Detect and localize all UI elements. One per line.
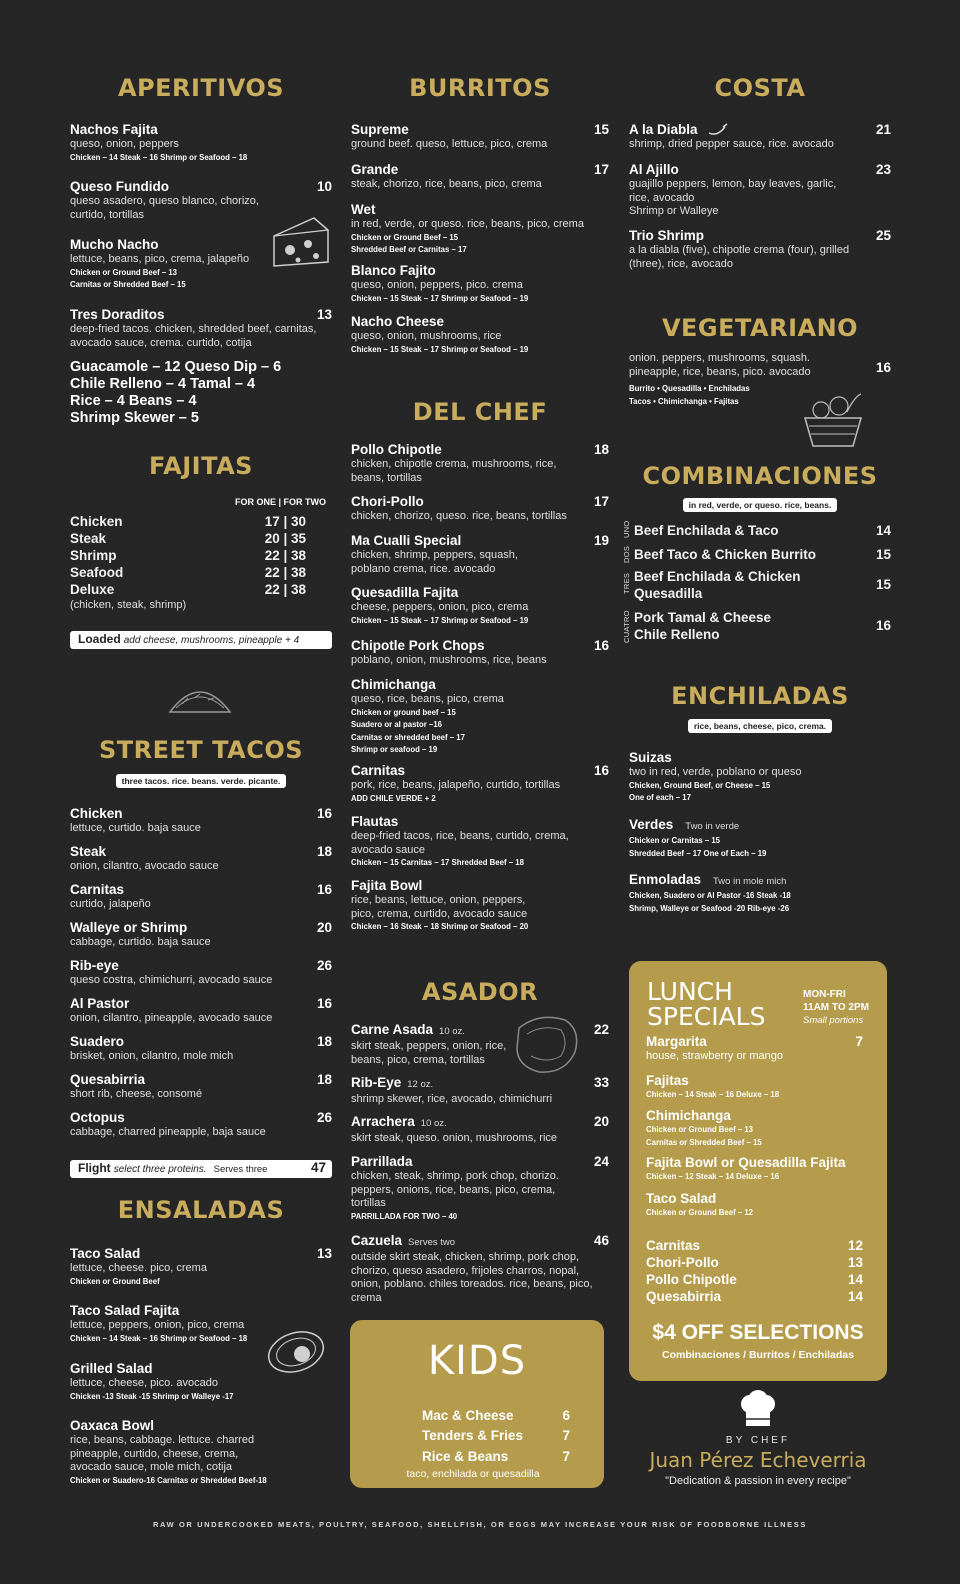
section-title-burritos: BURRITOS <box>409 74 551 102</box>
combo-item[interactable]: Pork Tamal & Cheese Chile Relleno 16 <box>634 610 891 642</box>
kids-item[interactable]: Tenders & Fries 7 <box>422 1428 570 1443</box>
lunch-item[interactable]: Carnitas 12 <box>646 1238 863 1253</box>
menu-item[interactable]: Mucho Nacho lettuce, beans, pico, crema, jalapeño Chicken or Ground Beef – 13 Carnitas or Shredded Beef – 15 <box>70 237 250 289</box>
menu-item[interactable]: A la Diabla 21 shrimp, dried pepper sauce, rice. avocado <box>629 122 891 150</box>
lunch-offer-categories: Combinaciones / Burritos / Enchiladas <box>662 1349 854 1361</box>
kids-item[interactable]: Mac & Cheese 6 <box>422 1408 570 1423</box>
kids-note: taco, enchilada or quesadilla <box>406 1468 540 1480</box>
lunch-item[interactable]: Margarita 7 house, strawberry or mango <box>646 1034 863 1062</box>
combo-label-dos: DOS <box>622 545 631 563</box>
flight-option-box[interactable]: Flight select three proteins. Serves three 47 <box>70 1160 332 1178</box>
section-title-ensaladas: ENSALADAS <box>117 1196 285 1224</box>
section-title-enchiladas: ENCHILADAS <box>671 682 849 710</box>
loaded-option-box[interactable]: Loaded add cheese, mushrooms, pineapple + 4 <box>70 631 332 649</box>
lunch-item[interactable]: Fajitas Chicken – 14 Steak – 16 Deluxe – 18 <box>646 1073 780 1099</box>
menu-item[interactable]: Supreme 15 ground beef. queso, lettuce, pico, crema <box>351 122 609 150</box>
lunch-item[interactable]: Quesabirria 14 <box>646 1289 863 1304</box>
menu-item[interactable]: Cazuela Serves two 46 outside skirt steak, chicken, shrimp, pork chop, chorizo, queso asadero, frijoles charros, nopal, onion, poblano. chiles toreados. rice, beans, pico, crema <box>351 1233 609 1304</box>
menu-item[interactable]: Steak 18 onion, cilantro, avocado sauce <box>70 844 332 872</box>
menu-item[interactable]: Fajita Bowl rice, beans, lettuce, onion, peppers, pico, crema, curtido, avocado sauce Chicken – 16 Steak – 18 Shrimp or Seafood – 20 <box>351 878 529 931</box>
menu-item[interactable]: Taco Salad 13 lettuce, cheese. pico, crema Chicken or Ground Beef <box>70 1246 332 1286</box>
kids-menu-panel <box>350 1320 604 1488</box>
lunch-hours: MON-FRI 11AM TO 2PM <box>803 989 869 1013</box>
menu-item[interactable]: Chicken 16 lettuce, curtido. baja sauce <box>70 806 332 834</box>
menu-item[interactable]: Chori-Pollo 17 chicken, chorizo, queso. rice, beans, tortillas <box>351 494 609 522</box>
chili-pepper-icon <box>707 123 729 137</box>
menu-item[interactable]: Quesabirria 18 short rib, cheese, consomé <box>70 1072 332 1100</box>
fajita-row[interactable]: Steak 20 | 35 <box>70 531 306 546</box>
menu-item[interactable]: Rib-Eye 12 oz. 33 shrimp skewer, rice, avocado, chimichurri <box>351 1075 609 1105</box>
combo-label-uno: UNO <box>622 520 631 538</box>
combo-item[interactable]: Beef Enchilada & Chicken Quesadilla 15 <box>634 569 891 601</box>
chef-hat-icon <box>738 1390 778 1428</box>
combo-label-tres: TRES <box>622 572 631 594</box>
section-title-del-chef: DEL CHEF <box>412 398 548 426</box>
kids-title: KIDS <box>427 1338 527 1384</box>
lunch-item[interactable]: Taco Salad Chicken or Ground Beef – 12 <box>646 1191 754 1217</box>
menu-item[interactable]: Enmoladas Two in mole mich Chicken, Suadero or Al Pastor -16 Steak -18 Shrimp, Walleye or Seafood -20 Rib-eye -26 <box>629 872 791 913</box>
lunch-offer: $4 OFF SELECTIONS <box>652 1321 864 1344</box>
sides-list: Guacamole – 12 Queso Dip – 6 Chile Relleno – 4 Tamal – 4 Rice – 4 Beans – 4 Shrimp Skewer – 5 <box>70 359 282 426</box>
vegetable-basket-icon <box>799 388 867 450</box>
lunch-item[interactable]: Pollo Chipotle 14 <box>646 1272 863 1287</box>
section-title-street-tacos: STREET TACOS <box>98 736 304 764</box>
fajita-row[interactable]: Shrimp 22 | 38 <box>70 548 306 563</box>
menu-item[interactable]: Taco Salad Fajita lettuce, peppers, onion, pico, crema Chicken – 14 Steak – 16 Shrimp or Seafood – 18 <box>70 1303 248 1343</box>
column-right <box>622 0 891 960</box>
section-title-combinaciones: COMBINACIONES <box>642 462 878 490</box>
menu-item[interactable]: Wet in red, verde, or queso. rice, beans, pico, crema Chicken or Ground Beef – 15 Shredded Beef or Carnitas – 17 <box>351 202 584 254</box>
menu-item[interactable]: Octopus 26 cabbage, charred pineapple, baja sauce <box>70 1110 332 1138</box>
menu-item[interactable]: Quesadilla Fajita cheese, peppers, onion, pico, crema Chicken – 15 Steak – 17 Shrimp or Seafood – 19 <box>351 585 529 625</box>
menu-item[interactable]: Al Pastor 16 onion, cilantro, pineapple, avocado sauce <box>70 996 332 1024</box>
menu-item[interactable]: Oaxaca Bowl rice, beans, cabbage. lettuce. charred pineapple, curtido, cheese, crema, avocado sauce, mole mich, cotija Chicken or Suadero-16 Carnitas or Shredded Beef-18 <box>70 1418 267 1485</box>
section-title-costa: COSTA <box>714 74 806 102</box>
fajitas-size-header: FOR ONE | FOR TWO <box>234 497 326 507</box>
column-middle <box>351 0 609 1500</box>
food-safety-warning: RAW OR UNDERCOOKED MEATS, POULTRY, SEAFOOD, SHELLFISH, OR EGGS MAY INCREASE YOUR RISK OF FOODBORNE ILLNESS <box>153 1520 807 1529</box>
section-title-fajitas: FAJITAS <box>149 452 253 480</box>
menu-item[interactable]: Pollo Chipotle 18 chicken, chipotle crema, mushrooms, rice, beans, tortillas <box>351 442 609 484</box>
menu-item[interactable]: Blanco Fajito queso, onion, peppers, pico. crema Chicken – 15 Steak – 17 Shrimp or Seafood – 19 <box>351 263 529 303</box>
menu-item[interactable]: Arrachera 10 oz. 20 skirt steak, queso. onion, mushrooms, rice <box>351 1114 609 1144</box>
fajita-row[interactable]: Seafood 22 | 38 <box>70 565 306 580</box>
menu-item[interactable]: Al Ajillo 23 guajillo peppers, lemon, bay leaves, garlic, rice, avocado Shrimp or Walleye <box>629 162 891 217</box>
lunch-item[interactable]: Chori-Pollo 13 <box>646 1255 863 1270</box>
menu-item[interactable]: Suizas two in red, verde, poblano or queso Chicken, Ground Beef, or Cheese – 15 One of each – 17 <box>629 750 802 802</box>
taco-icon <box>164 672 236 730</box>
combo-item[interactable]: Beef Taco & Chicken Burrito 15 <box>634 547 891 562</box>
menu-item[interactable]: Carne Asada 10 oz. 22 skirt steak, peppers, onion, rice, beans, pico, crema, tortillas <box>351 1022 609 1066</box>
menu-item[interactable]: Flautas deep-fried tacos, rice, beans, curtido, crema, avocado sauce Chicken – 15 Carnitas – 17 Shredded Beef – 18 <box>351 814 569 867</box>
menu-item[interactable]: Carnitas 16 curtido, jalapeño <box>70 882 332 910</box>
lunch-item[interactable]: Chimichanga Chicken or Ground Beef – 13 Carnitas or Shredded Beef – 15 <box>646 1108 762 1147</box>
menu-item[interactable]: Chimichanga queso, rice, beans, pico, crema Chicken or ground beef – 15 Suadero or al pastor –16 Carnitas or shredded beef – 17 Shrimp or seafood – 19 <box>351 677 504 754</box>
menu-item[interactable]: Walleye or Shrimp 20 cabbage, curtido. baja sauce <box>70 920 332 948</box>
fajita-row[interactable]: Chicken 17 | 30 <box>70 514 306 529</box>
menu-item[interactable]: Tres Doraditos 13 deep-fried tacos. chicken, shredded beef, carnitas, avocado sauce, crema. curtido, cotija <box>70 307 332 349</box>
section-title-vegetariano: VEGETARIANO <box>661 314 859 342</box>
by-chef-label: BY CHEF <box>725 1435 791 1446</box>
combinaciones-note: in red, verde, or queso. rice, beans. <box>683 498 838 512</box>
menu-item[interactable]: Grande 17 steak, chorizo, rice, beans, pico, crema <box>351 162 609 190</box>
lunch-item[interactable]: Fajita Bowl or Quesadilla Fajita Chicken – 12 Steak – 14 Deluxe – 16 <box>646 1155 846 1181</box>
menu-item[interactable]: Verdes Two in verde Chicken or Carnitas – 15 Shredded Beef – 17 One of Each – 19 <box>629 817 767 858</box>
menu-item[interactable]: Queso Fundido 10 queso asadero, queso blanco, chorizo, curtido, tortillas <box>70 179 332 221</box>
combo-item[interactable]: Beef Enchilada & Taco 14 <box>634 523 891 538</box>
lunch-specials-panel <box>629 961 887 1381</box>
section-title-aperitivos: APERITIVOS <box>117 74 285 102</box>
menu-item[interactable]: Suadero 18 brisket, onion, cilantro, mole mich <box>70 1034 332 1062</box>
menu-item[interactable]: Nacho Cheese queso, onion, mushrooms, rice Chicken – 15 Steak – 17 Shrimp or Seafood – 19 <box>351 314 529 354</box>
lunch-title: LUNCH SPECIALS <box>647 977 766 1031</box>
deluxe-note: (chicken, steak, shrimp) <box>70 599 187 611</box>
street-tacos-note: three tacos. rice. beans. verde. picante. <box>116 774 287 788</box>
chef-name: Juan Pérez Echeverria <box>649 1448 867 1472</box>
menu-item[interactable]: Rib-eye 26 queso costra, chimichurri, avocado sauce <box>70 958 332 986</box>
enchiladas-note: rice, beans, cheese, pico, crema. <box>688 719 832 733</box>
menu-item[interactable]: onion. peppers, mushrooms, squash. pineapple, rice, beans, pico. avocado 16 Burrito • Quesadilla • Enchiladas Tacos • Chimichanga • Fajitas <box>629 352 891 406</box>
lunch-portion-note: Small portions <box>803 1015 864 1026</box>
menu-item[interactable]: Parrillada 24 chicken, steak, shrimp, pork chop, chorizo. peppers, onions, rice, beans, pico, crema, tortillas PARRILLADA FOR TWO – 40 <box>351 1154 609 1221</box>
menu-item[interactable]: Nachos Fajita queso, onion, peppers Chicken – 14 Steak – 16 Shrimp or Seafood – 18 <box>70 122 248 162</box>
fajita-row[interactable]: Deluxe 22 | 38 <box>70 582 306 597</box>
menu-item[interactable]: Ma Cualli Special 19 chicken, shrimp, peppers, squash, poblano crema, rice. avocado <box>351 533 609 575</box>
menu-item[interactable]: Trio Shrimp 25 a la diabla (five), chipotle crema (four), grilled (three), rice, avocado <box>629 228 891 270</box>
menu-item[interactable]: Carnitas 16 pork, rice, beans, jalapeño, curtido, tortillas ADD CHILE VERDE + 2 <box>351 763 609 803</box>
column-left <box>70 0 332 1500</box>
menu-item[interactable]: Chipotle Pork Chops 16 poblano, onion, mushrooms, rice, beans <box>351 638 609 666</box>
section-title-asador: ASADOR <box>421 978 539 1006</box>
menu-item[interactable]: Grilled Salad lettuce, cheese, pico. avocado Chicken -13 Steak -15 Shrimp or Walleye -17 <box>70 1361 234 1401</box>
combo-label-cuatro: CUATRO <box>622 610 631 643</box>
chef-signature <box>620 1390 896 1487</box>
kids-item[interactable]: Rice & Beans 7 <box>422 1449 570 1464</box>
chef-motto: "Dedication & passion in every recipe" <box>665 1475 851 1487</box>
